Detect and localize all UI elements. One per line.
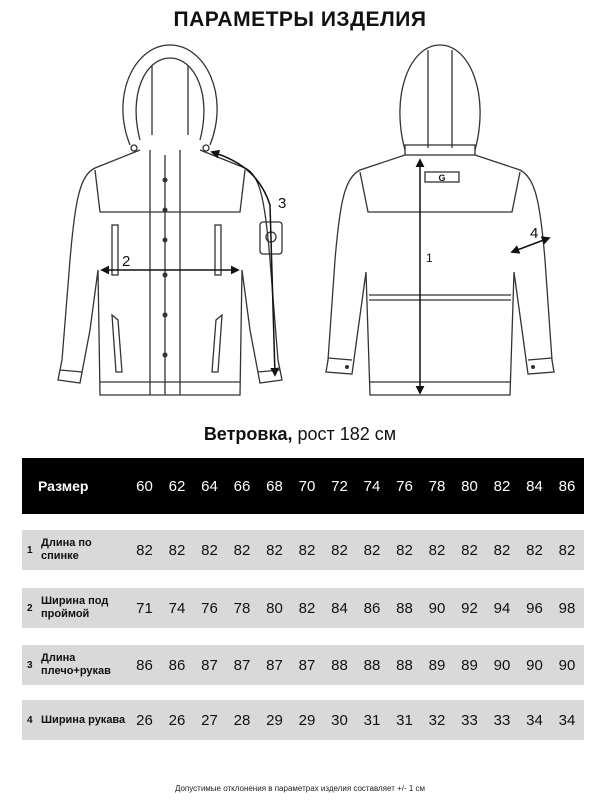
value-cell: 82 — [558, 541, 576, 559]
value-cell: 78 — [233, 599, 251, 617]
value-cell: 82 — [266, 541, 283, 559]
value-cell: 80 — [266, 599, 283, 617]
size-header-cell: 82 — [493, 477, 511, 495]
value-cell: 86 — [136, 656, 153, 674]
row-label: Ширина рукава — [41, 713, 126, 726]
size-header-cell: 84 — [526, 477, 543, 495]
value-cell: 29 — [266, 711, 283, 729]
table-row — [22, 645, 584, 685]
value-cell: 86 — [168, 656, 186, 674]
size-header-cell: 78 — [428, 477, 446, 495]
value-cell: 30 — [331, 711, 348, 729]
value-cell: 76 — [201, 599, 218, 617]
value-cell: 32 — [428, 711, 446, 729]
value-cell: 82 — [331, 541, 348, 559]
page-title: ПАРАМЕТРЫ ИЗДЕЛИЯ — [173, 8, 427, 31]
size-header-cell: 66 — [233, 477, 251, 495]
product-height: рост 182 см — [292, 424, 397, 444]
value-cell: 33 — [461, 711, 478, 729]
value-cell: 29 — [298, 711, 316, 729]
value-cell: 82 — [493, 541, 511, 559]
jacket-front-drawing — [58, 45, 282, 395]
value-cell: 88 — [363, 656, 381, 674]
product-subtitle — [0, 424, 600, 445]
value-cell: 82 — [396, 541, 413, 559]
value-cell: 82 — [136, 541, 153, 559]
value-cell: 34 — [526, 711, 543, 729]
value-cell: 82 — [363, 541, 381, 559]
value-cell: 82 — [428, 541, 446, 559]
value-cell: 90 — [428, 599, 446, 617]
size-header-cell: 76 — [396, 477, 413, 495]
value-cell: 26 — [168, 711, 186, 729]
size-header-cell: 60 — [136, 477, 153, 495]
size-header-cell: 70 — [298, 477, 316, 495]
size-header-label: Размер — [38, 478, 89, 494]
value-cell: 34 — [558, 711, 576, 729]
size-header-cell: 64 — [201, 477, 218, 495]
value-cell: 88 — [396, 656, 413, 674]
measure-label-2: 2 — [122, 253, 131, 270]
value-cell: 86 — [363, 599, 381, 617]
size-header-cell: 72 — [331, 477, 348, 495]
value-cell: 92 — [461, 599, 478, 617]
size-header-cell: 68 — [266, 477, 283, 495]
back-logo: G — [438, 173, 446, 183]
tolerance-note: Допустимые отклонения в параметрах изделия составляет +/- 1 см — [174, 784, 426, 793]
value-cell: 84 — [331, 599, 348, 617]
value-cell: 74 — [168, 599, 186, 617]
value-cell: 28 — [233, 711, 251, 729]
value-cell: 88 — [331, 656, 348, 674]
jacket-back-drawing — [326, 45, 554, 395]
measure-label-1: 1 — [426, 251, 433, 265]
value-cell: 90 — [526, 656, 543, 674]
measure-label-4: 4 — [530, 225, 539, 242]
table-row — [22, 530, 584, 570]
value-cell: 71 — [136, 599, 153, 617]
size-header-cell: 80 — [461, 477, 478, 495]
row-label: Ширина под проймой — [41, 595, 109, 620]
row-number: 3 — [27, 659, 33, 671]
value-cell: 87 — [266, 656, 283, 674]
value-cell: 31 — [396, 711, 413, 729]
value-cell: 26 — [136, 711, 153, 729]
row-number: 4 — [27, 714, 33, 726]
value-cell: 82 — [233, 541, 251, 559]
value-cell: 82 — [526, 541, 543, 559]
measure-label-3: 3 — [278, 195, 287, 212]
value-cell: 31 — [363, 711, 381, 729]
value-cell: 82 — [201, 541, 218, 559]
back-cuff-buttons — [345, 365, 535, 369]
value-cell: 89 — [428, 656, 446, 674]
table-row — [22, 588, 584, 628]
value-cell: 90 — [493, 656, 511, 674]
value-cell: 88 — [396, 599, 413, 617]
value-cell: 89 — [461, 656, 478, 674]
value-cell: 96 — [526, 599, 543, 617]
value-cell: 82 — [298, 599, 316, 617]
value-cell: 27 — [201, 711, 218, 729]
table-row — [22, 700, 584, 740]
value-cell: 90 — [558, 656, 576, 674]
row-label: Длина по спинке — [41, 537, 92, 562]
value-cell: 33 — [493, 711, 511, 729]
row-number: 2 — [27, 602, 33, 614]
value-cell: 98 — [558, 599, 576, 617]
value-cell: 82 — [298, 541, 316, 559]
size-header-cell: 74 — [363, 477, 381, 495]
product-name: Ветровка, — [203, 424, 293, 444]
size-header-row — [22, 458, 584, 514]
row-label: Длина плечо+рукав — [41, 652, 111, 677]
value-cell: 82 — [461, 541, 478, 559]
row-number: 1 — [27, 544, 33, 556]
value-cell: 82 — [168, 541, 186, 559]
value-cell: 94 — [493, 599, 511, 617]
size-header-cell: 86 — [558, 477, 576, 495]
jacket-drawings — [0, 38, 600, 408]
value-cell: 87 — [298, 656, 316, 674]
size-header-cell: 62 — [168, 477, 186, 495]
value-cell: 87 — [233, 656, 251, 674]
value-cell: 87 — [201, 656, 218, 674]
